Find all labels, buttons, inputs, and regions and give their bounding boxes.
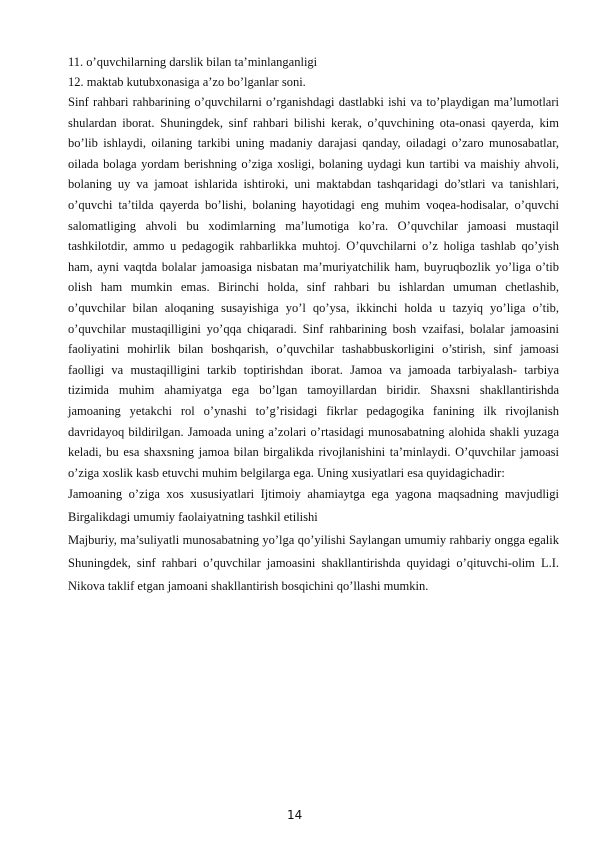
main-paragraph: Sinf rahbari rahbarining o’quvchilarni o’rganishdagi dastlabki ishi va to’playdigan ma’lumotlari shulardan iborat. Shuningdek, sinf rahbari bilishi kerak, o’quvchining ota-onasi qayerda, kim bo’lib ishlaydi, oilaning tarkibi uning madaniy darajasi qanday, oiladagi o’zaro munosabatlar, oilada bolaga yordam berishning o’ziga xosligi, bolaning uydagi kun tartibi va maishiy ahvoli, bolaning uy va jamoat ishlarida ishtiroki, uni maktabdan tashqaridagi do’stlari va tanishlari, o’quvchi ta’tilda qayerda bo’lishi, bolaning hayotidagi eng muhim voqea-hodisalar, o’quvchi salomatliging ahvoli bu xodimlarning ma’lumotiga ko’ra. O’quvchilar jamoasi mustaqil tashkilotdir, ammo u pedagogik rahbarlikka muhtoj. O’quvchilarni o’z holiga tashlab qo’yish ham, ayni vaqtda bolalar jamoasiga nisbatan ma’muriyatchilik ham, buyruqbozlik yo’liga o’tib olish ham mumkin emas. Birinchi holda, sinf rahbari bu ishlardan umuman chetlashib, o’quvchilar bilan aloqaning susayishiga yo’l qo’ysa, ikkinchi holda u tazyiq yo’liga o’tib, o’quvchilar mustaqilligini yo’qqa chiqaradi. Sinf rahbarining bosh vzaifasi, bolalar jamoasini faoliyatini mohirlik bilan boshqarish, o’quvchilar tashabbuskorligini o’stirish, sinf jamoasi faolligi va mustaqilligini tarkib toptirishdan iborat. Jamoa va jamoada tarbiyalash- tarbiya tizimida muhim ahamiyatga ega bo’lgan tamoyillardan biridir. Shaxsni shakllantirishda jamoaning yetakchi rol o’ynashi to’g’risidagi fikrlar pedagogika fanining ilk rivojlanish davridayoq bildirilgan. Jamoada uning a’zolari o’rtasidagi munosabatning alohida shakli yuzaga keladi, bu esa shaxsning jamoa bilan birgalikda rivojlanishini ta’minlaydi. O’quvchilar jamoasi o’ziga xoslik kasb etuvchi muhim belgilarga ega. Uning xusiyatlari esa quyidagichadir: — [68, 95, 559, 480]
last-paragraph: Majburiy, ma’suliyatli munosabatning yo’lga qo’yilishi Saylangan umumiy rahbariy ongga egalik Shuningdek, sinf rahbari o’quvchilar jamoasini shakllantirishda quyidagi o’qituvchi-olim L.I. Nikova taklif etgan jamoani shakllantirish bosqichini qo’llashi mumkin. — [68, 533, 559, 594]
page-number: 14 — [287, 808, 303, 822]
document-page — [68, 52, 559, 598]
features-paragraph: Jamoaning o’ziga xos xususiyatlari Ijtimoiy ahamiaytga ega yagona maqsadning mavjudligi Birgalikdagi umumiy faolaiyatning tashkil etilishi — [68, 487, 559, 525]
list-item-11: 11. o’quvchilarning darslik bilan ta’minlanganligi — [68, 55, 318, 69]
list-item-12: 12. maktab kutubxonasiga a’zo bo’lganlar soni. — [68, 75, 306, 89]
